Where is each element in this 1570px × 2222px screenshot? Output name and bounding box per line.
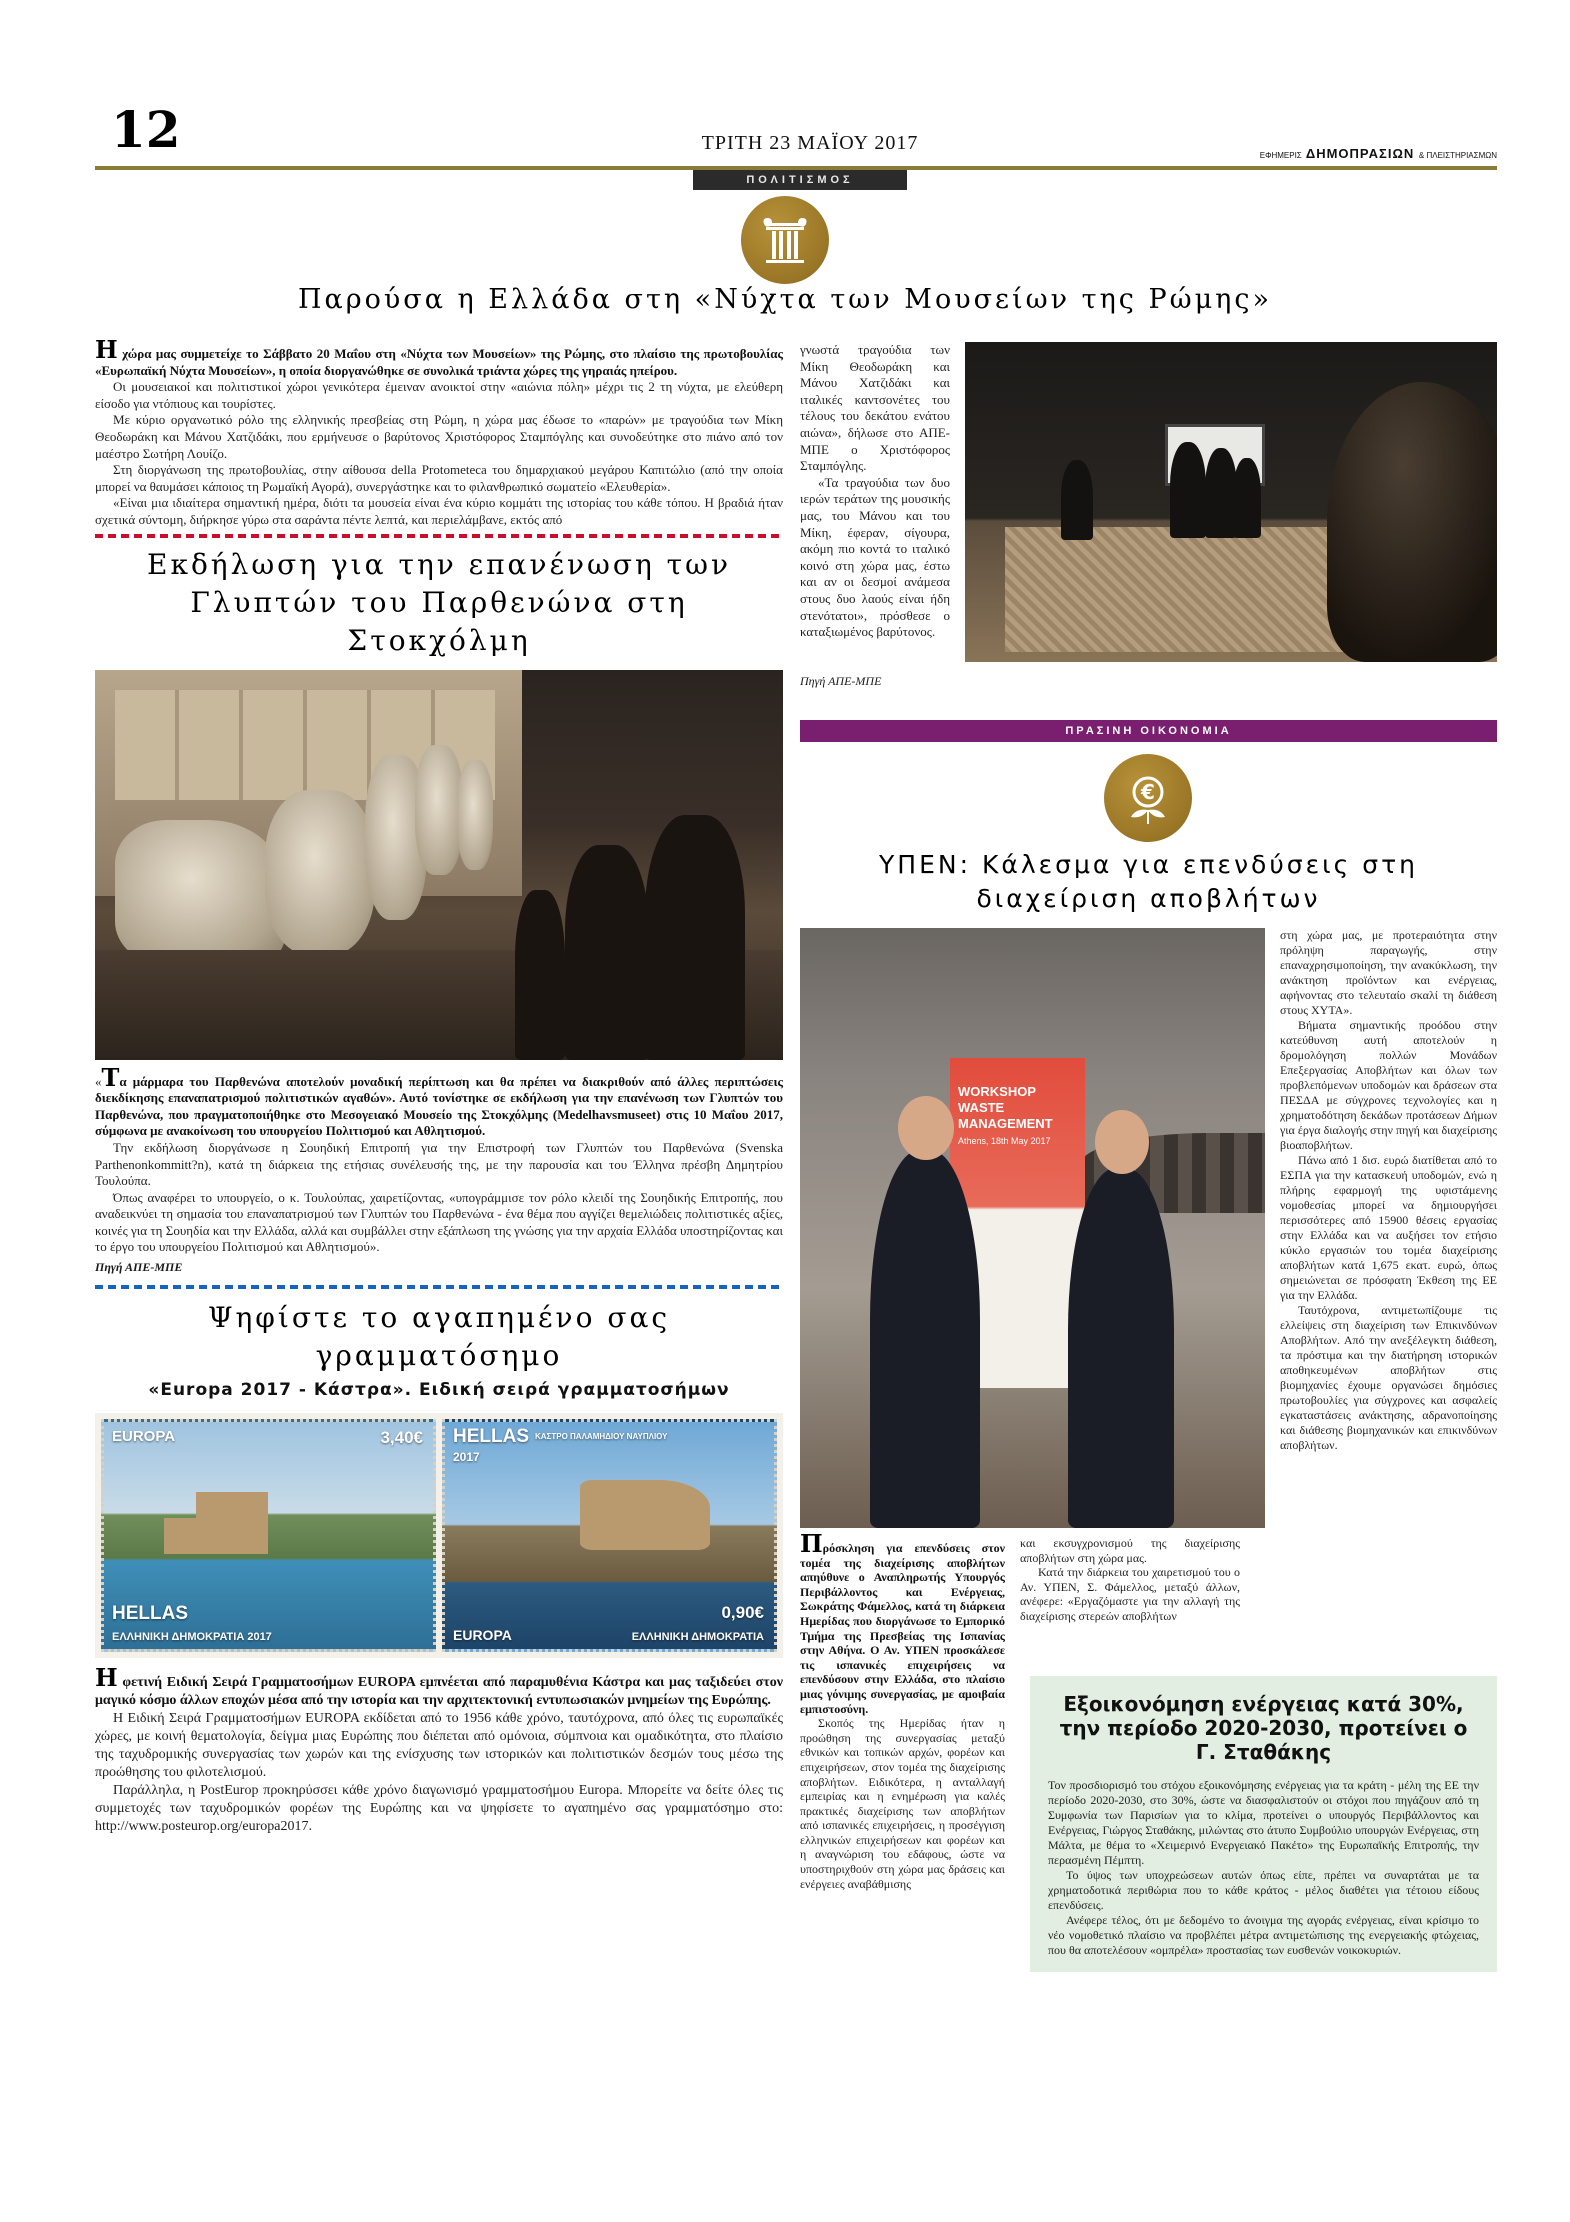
rome-p2: Με κύριο οργανωτικό ρόλο της ελληνικής πρεσβείας στη Ρώμη, η χώρα μας έδωσε το «παρών» με τραγούδια των Μίκη Θεοδωράκη και Μάνου Χατζιδάκι, που ερμήνευσε ο βαρύτονος Χριστόφορος Σταμπόγλης και συνοδεύτηκε στο πιάνο από τον μαέστρο Σωτήρη Λουίζο.	[95, 412, 783, 461]
banner-line1: WORKSHOP	[958, 1084, 1036, 1099]
rome-continuation	[800, 342, 1497, 710]
stamp-a-country: HELLAS	[112, 1603, 188, 1625]
stamp-castle	[580, 1480, 710, 1550]
parthenon-lead: α μάρμαρα του Παρθενώνα αποτελούν μοναδική περίπτωση και θα πρέπει να διακριθούν από άλλες περιπτώσεις διεκδίκησης επαναπατρισμού πολιτιστικών αγαθών». Αυτό τονίστηκε σε εκδήλωση για την επανένωση των Γλυπτών του Παρθενώνα, που πραγματοποιήθηκε στο Μεσογειακό Μουσείο της Στοκχόλμης (Medelhavsmuseet) στις 10 Μαΐου 2017, σύμφωνα με ανακοίνωση του υπουργείου Πολιτισμού και Αθλητισμού.	[95, 1073, 783, 1139]
newspaper-brand	[1260, 146, 1497, 161]
rome-p1: Οι μουσειακοί και πολιτιστικοί χώροι γενικότερα έμειναν ανοικτοί στην «αιώνια πόλη» μέχρι τις 2 τη νύχτα, με ελεύθερη είσοδο για ντόπιους και τουρίστες.	[95, 379, 783, 411]
stamp-b-price: 0,90€	[721, 1603, 764, 1623]
stamp-castle	[196, 1492, 268, 1554]
sculpture	[115, 820, 285, 965]
green-side-p2: Βήματα σημαντικής προόδου στην κατεύθυνση αυτή αποτελούν η δρομολόγηση πολλών Μονάδων Επεξεργασίας Αποβλήτων και όλων των προβλεπόμενων υποδομών και δράσεων στα ΠΕΣΔΑ με σύγχρονες τεχνολογίες και η χρηματοδότηση δεκάδων προτάσεων Δήμων για έργα διαλογής στην πηγή και διαχείρισης βιοαποβλήτων.	[1280, 1018, 1497, 1152]
stamp-a-price: 3,40€	[380, 1428, 423, 1448]
sculpture	[457, 760, 493, 870]
rome-cont2: «Τα τραγούδια των δυο ιερών τεράτων της μουσικής μας, του Μάνου και του Μίκη, έφεραν, σίγουρα, ακόμη πιο κοντά το ιταλικό κοινό στη χώρα μας, έστω και αν οι δεσμοί ανάμεσα στους δυο λαούς είναι ήδη στενότατοι», πρόσθεσε ο καταξιωμένος βαρύτονος.	[800, 474, 950, 640]
green-dropcap: Π	[800, 1529, 823, 1558]
right-column	[800, 342, 1497, 2046]
rome-cont-text	[800, 342, 950, 662]
stamp-castle	[164, 1518, 206, 1554]
parthenon-source: Πηγή ΑΠΕ-ΜΠΕ	[95, 1260, 183, 1275]
stamps-photo	[95, 1413, 783, 1658]
masthead	[95, 100, 1497, 190]
visitor-figure	[1233, 458, 1261, 538]
green-side-p3: Πάνω από 1 δισ. ευρώ διατίθεται από το ΕΣΠΑ για την κατασκευή υποδομών, ενώ η πλήρης εφαρμογή της υφιστάμενης νομοθεσίας μπορεί να δημιουργήσει περισσότερες από 15900 θέσεις εργασίας στην Ελλάδα και να αυξήσει τον ετήσιο κύκλο εργασιών του τομέα διαχείρισης αποβλήτων κατά 1,675 εκατ. ευρώ, όπως σημειώνεται σε πρόσφατη Έκθεση της ΕΕ για την Ελλάδα.	[1280, 1153, 1497, 1302]
green-headline: ΥΠΕΝ: Κάλεσμα για επενδύσεις στη διαχείριση αποβλήτων	[879, 850, 1418, 913]
stamp-b-place: ΚΑΣΤΡΟ ΠΑΛΑΜΗΔΙΟΥ ΝΑΥΠΛΙΟΥ	[535, 1432, 668, 1442]
energy-box	[1030, 1676, 1497, 1972]
brand-name: ΔΗΜΟΠΡΑΣΙΩΝ	[1305, 146, 1415, 161]
stamps-dropcap: Η	[95, 1663, 118, 1693]
stamps-subhead: «Europa 2017 - Κάστρα». Ειδική σειρά γραμματοσήμων	[148, 1380, 730, 1401]
visitor-figure	[1170, 442, 1206, 538]
stamp-b-sub: ΕΛΛΗΝΙΚΗ ΔΗΜΟΚΡΑΤΙΑ	[631, 1631, 764, 1644]
minister-head	[898, 1096, 954, 1160]
parthenon-dropcap: Τ	[101, 1062, 120, 1092]
official-figure	[1068, 1168, 1174, 1528]
brand-suffix: & ΠΛΕΙΣΤΗΡΙΑΣΜΩΝ	[1418, 151, 1497, 160]
visitor-figure	[1061, 460, 1093, 540]
section-tag-green-economy: ΠΡΑΣΙΝΗ ΟΙΚΟΝΟΜΙΑ	[800, 720, 1497, 742]
green-side-text	[1280, 928, 1497, 1532]
rome-p4: «Είναι μια ιδιαίτερα σημαντική ημέρα, διότι τα μουσεία είναι ένα κύριο κομμάτι της ιστορίας του κάθε τόπου. Η βραδιά ήταν σχετικά σύντομη, διήρκησε γύρω στα σαράντα πέντε λεπτά, και περιελάμβανε, εκτός από	[95, 495, 783, 527]
parthenon-p1: Την εκδήλωση διοργάνωσε η Σουηδική Επιτροπή για την Επιστροφή των Γλυπτών του Παρθενώνα (Svenska Parthenonkommitt?n), κατά τη διάρκεια της ετήσιας συνέλευσής της, με την παρουσία και του Έλληνα πρέσβη Δημητρίου Τουλούπα.	[95, 1139, 783, 1189]
stamps-headline: Ψηφίστε το αγαπημένο σας γραμματόσημο	[207, 1301, 671, 1373]
rome-source: Πηγή ΑΠΕ-ΜΠΕ	[800, 674, 882, 688]
stamp-a-sub: ΕΛΛΗΝΙΚΗ ΔΗΜΟΚΡΑΤΙΑ 2017	[112, 1631, 272, 1644]
stamps-p1: Η Ειδική Σειρά Γραμματοσήμων EUROPA εκδίδεται από το 1956 κάθε χρόνο, ταυτόχρονα, από όλες τις ευρωπαϊκές χώρες, με κοινή θεματολογία, δείγμα μιας Ευρώπης που διέπεται από ομόνοια, σύμπνοια και ομαδικότητα, στο πλαίσιο της ταχυδρομικής συνεργασίας των χωρών και της ενίσχυσης των ιστορικών και πολιτιστικών δεσμών τους μέσω της προώθησης του φιλοτελισμού.	[95, 1711, 783, 1781]
ionic-column-icon	[741, 196, 829, 284]
green-side-p4: Ταυτόχρονα, αντιμετωπίζουμε τις ελλείψεις στη διαχείριση των Επικινδύνων Αποβλήτων. Από την ανεξέλεγκτη διάθεση, τα πρόστιμα και την διατήρηση ιστορικών αποθηκευμένων αποβλήτων στις βιομηχανίες έχουμε οργανώσει δημόσιες πρωτοβουλίες για σύγχρονες και ασφαλείς εγκαταστάσεις ανάκτησης, αδρανοποίησης και διάθεσης βιομηχανικών και επικινδύνων αποβλήτων.	[1280, 1303, 1497, 1452]
stamp-b-brand: EUROPA	[453, 1627, 512, 1644]
stamp-methoni	[101, 1419, 436, 1652]
stamp-b-country: HELLAS	[453, 1426, 529, 1448]
green-p1: Σκοπός της Ημερίδας ήταν η προώθηση της συνεργασίας μεταξύ εθνικών και τοπικών αρχών, φορέων και επιχειρήσεων, στον τομέα της διαχείρισης αποβλήτων. Ειδικότερα, η ανταλλαγή εμπειρίας και η ενημέρωση για καλές πρακτικές διαχείρισης των αποβλήτων από ισπανικές επιχειρήσεις, η προσέγγιση ελληνικών επιχειρήσεων και φορέων και η αναγνώριση του εδάφους, ώστε να υποστηριχθούν στη χώρα μας δράσεις και ενέργειες αναβάθμισης	[800, 1716, 1005, 1891]
visitor-figure	[515, 890, 565, 1060]
green-photo-block	[800, 928, 1497, 1536]
green-body	[800, 1529, 1005, 1891]
banner-line4: Athens, 18th May 2017	[958, 1136, 1051, 1146]
green-lead: ρόσκληση για επενδύσεις στον τομέα της διαχείρισης αποβλήτων απηύθυνε ο Αναπληρωτής Υπουργός Περιβάλλοντος και Ενέργειας, Σωκράτης Φάμελλος, κατά τη διάρκεια Ημερίδας που διοργάνωσε το Εμπορικό Τμήμα της Πρεσβείας της Ισπανίας στην Αθήνα. Ο Αν. ΥΠΕΝ προσκάλεσε τις ισπανικές επιχειρήσεις να επενδύσουν στην Ελλάδα, στο πλαίσιο μιας γόνιμης συνεργασίας, με αμοιβαία εμπιστοσύνη.	[800, 1541, 1005, 1716]
sculpture	[415, 745, 463, 875]
stamps-p2: Παράλληλα, η PostEurop προκηρύσσει κάθε χρόνο διαγωνισμό γραμματοσήμου Europa. Μπορείτε να δείτε όλες τις συμμετοχές των ταχυδρομικών φορέων της Ευρώπης και να ψηφίσετε το αγαπημένο σας γραμματόσημο στο: http://www.posteurop.org/europa2017.	[95, 1783, 783, 1835]
rome-body	[95, 335, 783, 529]
visitor-figure	[565, 845, 649, 1060]
rome-headline: Παρούσα η Ελλάδα στη «Νύχτα των Μουσείων της Ρώμης»	[297, 284, 1272, 315]
parthenon-headline: Εκδήλωση για την επανένωση των Γλυπτών του Παρθενώνα στη Στοκχόλμη	[147, 547, 731, 657]
stamp-palamidi	[442, 1419, 777, 1652]
ancient-bust	[1327, 382, 1497, 662]
green-p3: Κατά την διάρκεια του χαιρετισμού του ο Αν. ΥΠΕΝ, Σ. Φάμελλος, μεταξύ άλλων, ανέφερε: «Εργαζόμαστε για την αλλαγή της διαχείρισης στερεών αποβλήτων	[1020, 1565, 1240, 1623]
stamps-body	[95, 1663, 783, 1836]
energy-headline: Εξοικονόμηση ενέργειας κατά 30%, την περίοδο 2020-2030, προτείνει ο Γ. Σταθάκης	[1059, 1692, 1468, 1764]
parthenon-p2: Όπως αναφέρει το υπουργείο, ο κ. Τουλούπας, χαιρετίζοντας, «υπογράμμισε τον ρόλο κλειδί της Σουηδικής Επιτροπής, που αναδεικνύει τη σημασία του επαναπατρισμού των Γλυπτών του Παρθενώνα - ένα θέμα που αγγίζει θεμελιώδεις πολιτιστικές αξίες, κοινές για τη Σουηδία και την Ελλάδα, αλλά και συμβάλλει στην εξάπλωση της γνώσης για την αρχαία Ελλάδα υποστηρίζοντας και το έργο του υπουργείου Πολιτισμού και Αθλητισμού».	[95, 1189, 783, 1255]
energy-p1: Τον προσδιορισμό του στόχου εξοικονόμησης ενέργειας για τα κράτη - μέλη της ΕΕ την περίοδο 2020-2030, στο 30%, ώστε να διασφαλιστούν οι στόχοι που πηγάζουν από τη Συμφωνία των Παρισίων για το κλίμα, προτείνει ο υπουργός Περιβάλλοντος και Ενέργειας, Γιώργος Σταθάκης, μιλώντας στο άτυπο Συμβούλιο υπουργών Ενέργειας, στη Μάλτα, με θέμα το «Χειμερινό Ενεργειακό Πακέτο» της Ευρωπαϊκής Επιτροπής, την περασμένη Πέμπτη.	[1048, 1778, 1479, 1867]
stamps-lead: φετινή Ειδική Σειρά Γραμματοσήμων EUROPA εμπνέεται από παραμυθένια Κάστρα και μας ταξιδεύει στον μαγικό κόσμο άλλων εποχών μέσα από την ιστορία και την αρχιτεκτονική εντυπωσιακών μνημείων της Ευρώπης.	[95, 1675, 783, 1709]
stamp-b-year: 2017	[453, 1450, 480, 1465]
banner-line3: MANAGEMENT	[958, 1116, 1053, 1131]
green-medallion-wrap	[800, 742, 1497, 848]
svg-text:€: €	[1141, 780, 1155, 804]
energy-p2: Το ύψος των υποχρεώσεων αυτών όπως είπε, πρέπει να συναρτάται με τα χρηματοδοτικά περιθώρια που το κάθε κράτος - μέλος διαθέτει για τέτοιου είδους επενδύσεις.	[1048, 1868, 1479, 1912]
green-mid-text	[1020, 1536, 1240, 1624]
green-p2: και εκσυγχρονισμού της διαχείρισης αποβλήτων στη χώρα μας.	[1020, 1536, 1240, 1565]
green-bottom	[800, 1529, 1497, 2046]
official-head	[1095, 1110, 1149, 1174]
parthenon-gallery-photo	[95, 670, 783, 1060]
issue-date: ΤΡΙΤΗ 23 ΜΑΪΟΥ 2017	[701, 132, 919, 154]
rome-exhibit-photo	[965, 342, 1497, 662]
divider-blue	[95, 1285, 783, 1289]
brand-prefix: ΕΦΗΜΕΡΙΣ	[1259, 151, 1302, 160]
euro-leaf-icon	[1104, 754, 1192, 842]
page-number: 12	[111, 100, 181, 159]
stamp-a-brand: EUROPA	[112, 1428, 176, 1446]
rome-cont1: γνωστά τραγούδια των Μίκη Θεοδωράκη και Μάνου Χατζιδάκι και ιταλικές καντσονέτες του τέλους του δεκάτου ενάτου αιώνα», δήλωσε στο ΑΠΕ-ΜΠΕ ο Χριστόφορος Σταμπόγλης.	[800, 342, 950, 474]
energy-body	[1048, 1778, 1479, 1958]
banner-line2: WASTE	[958, 1100, 1005, 1115]
rome-dropcap: Η	[95, 335, 118, 364]
ministers-photo	[800, 928, 1265, 1528]
banner-text	[958, 1084, 1053, 1149]
visitor-figure	[645, 815, 745, 1060]
divider-red	[95, 534, 783, 538]
green-side-p1: στη χώρα μας, με προτεραιότητα στην πρόληψη παραγωγής, στην επαναχρησιμοποίηση, την ανακύκλωση, την ανάκτηση προϊόντων και ενέργειας, αφήνοντας στο τελευταίο σκαλί τη διάθεση στους ΧΥΤΑ».	[1280, 928, 1497, 1017]
rome-lead: χώρα μας συμμετείχε το Σάββατο 20 Μαΐου στη «Νύχτα των Μουσείων» της Ρώμης, στο πλαίσιο της πρωτοβουλίας «Ευρωπαϊκή Νύχτα Μουσείων», η οποία διοργανώθηκε σε συνολικά τριάντα χώρες της γηραιάς ηπείρου.	[95, 346, 783, 378]
parthenon-body: «Τα μάρμαρα του Παρθενώνα αποτελούν μοναδική περίπτωση και θα πρέπει να διακριθούν από άλλες περιπτώσεις διεκδίκησης επαναπατρισμού πολιτιστικών αγαθών». Αυτό τονίστηκε σε εκδήλωση για την επανένωση των Γλυπτών του Παρθενώνα, που πραγματοποιήθηκε στο Μεσογειακό Μουσείο της Στοκχόλμης (Medelhavsmuseet) στις 10 Μαΐου 2017, σύμφωνα με ανακοίνωση του υπουργείου Πολιτισμού και Αθλητισμού. Την εκδήλωση διοργάνωσε η Σουηδική Επιτροπή για την Επιστροφή των Γλυπτών του Παρθενώνα (Svenska Parthenonkommitt?n), κατά τη διάρκεια της ετήσιας συνέλευσής της, με την παρουσία και του Έλληνα πρέσβη Δημητρίου Τουλούπα. Όπως αναφέρει το υπουργείο, ο κ. Τουλούπας, χαιρετίζοντας, «υπογράμμισε τον ρόλο κλειδί της Σουηδικής Επιτροπής, που αναδεικνύει τη σημασία του επαναπατρισμού των Γλυπτών του Παρθενώνα - ένα θέμα που αγγίζει θεμελιώδεις πολιτιστικές αξίες, κοινές για τη Σουηδία και την Ελλάδα, αλλά και συμβάλλει στην εξάπλωση της γνώσης για την αρχαία Ελλάδα υποστηρίζοντας και το έργο του υπουργείου Πολιτισμού και Αθλητισμού».	[95, 1062, 783, 1255]
energy-p3: Ανέφερε τέλος, ότι με δεδομένο το άνοιγμα της αγοράς ενέργειας, είναι κρίσιμο το νέο νομοθετικό πλαίσιο να προβλέπει μέτρα αντιμετώπισης της ενεργειακής φτώχειας, που θα αποτελέσουν «ομπρέλα» προστασίας των ευσθενών νοικοκυριών.	[1048, 1913, 1479, 1957]
left-column	[95, 335, 783, 1836]
section-tag-culture: ΠΟΛΙΤΙΣΜΟΣ	[693, 170, 907, 190]
minister-figure	[870, 1150, 980, 1528]
rome-p3: Στη διοργάνωση της πρωτοβουλίας, στην αίθουσα della Protometeca του δημαρχιακού μεγάρου Καπιτώλιο (από την οποία μπορεί να θαυμάσει κάποιος τη Ρωμαϊκή Αγορά), συνεργάστηκε και το φιλανθρωπικό σωματείο «Ελευθερία».	[95, 462, 783, 494]
sculpture	[265, 790, 375, 955]
